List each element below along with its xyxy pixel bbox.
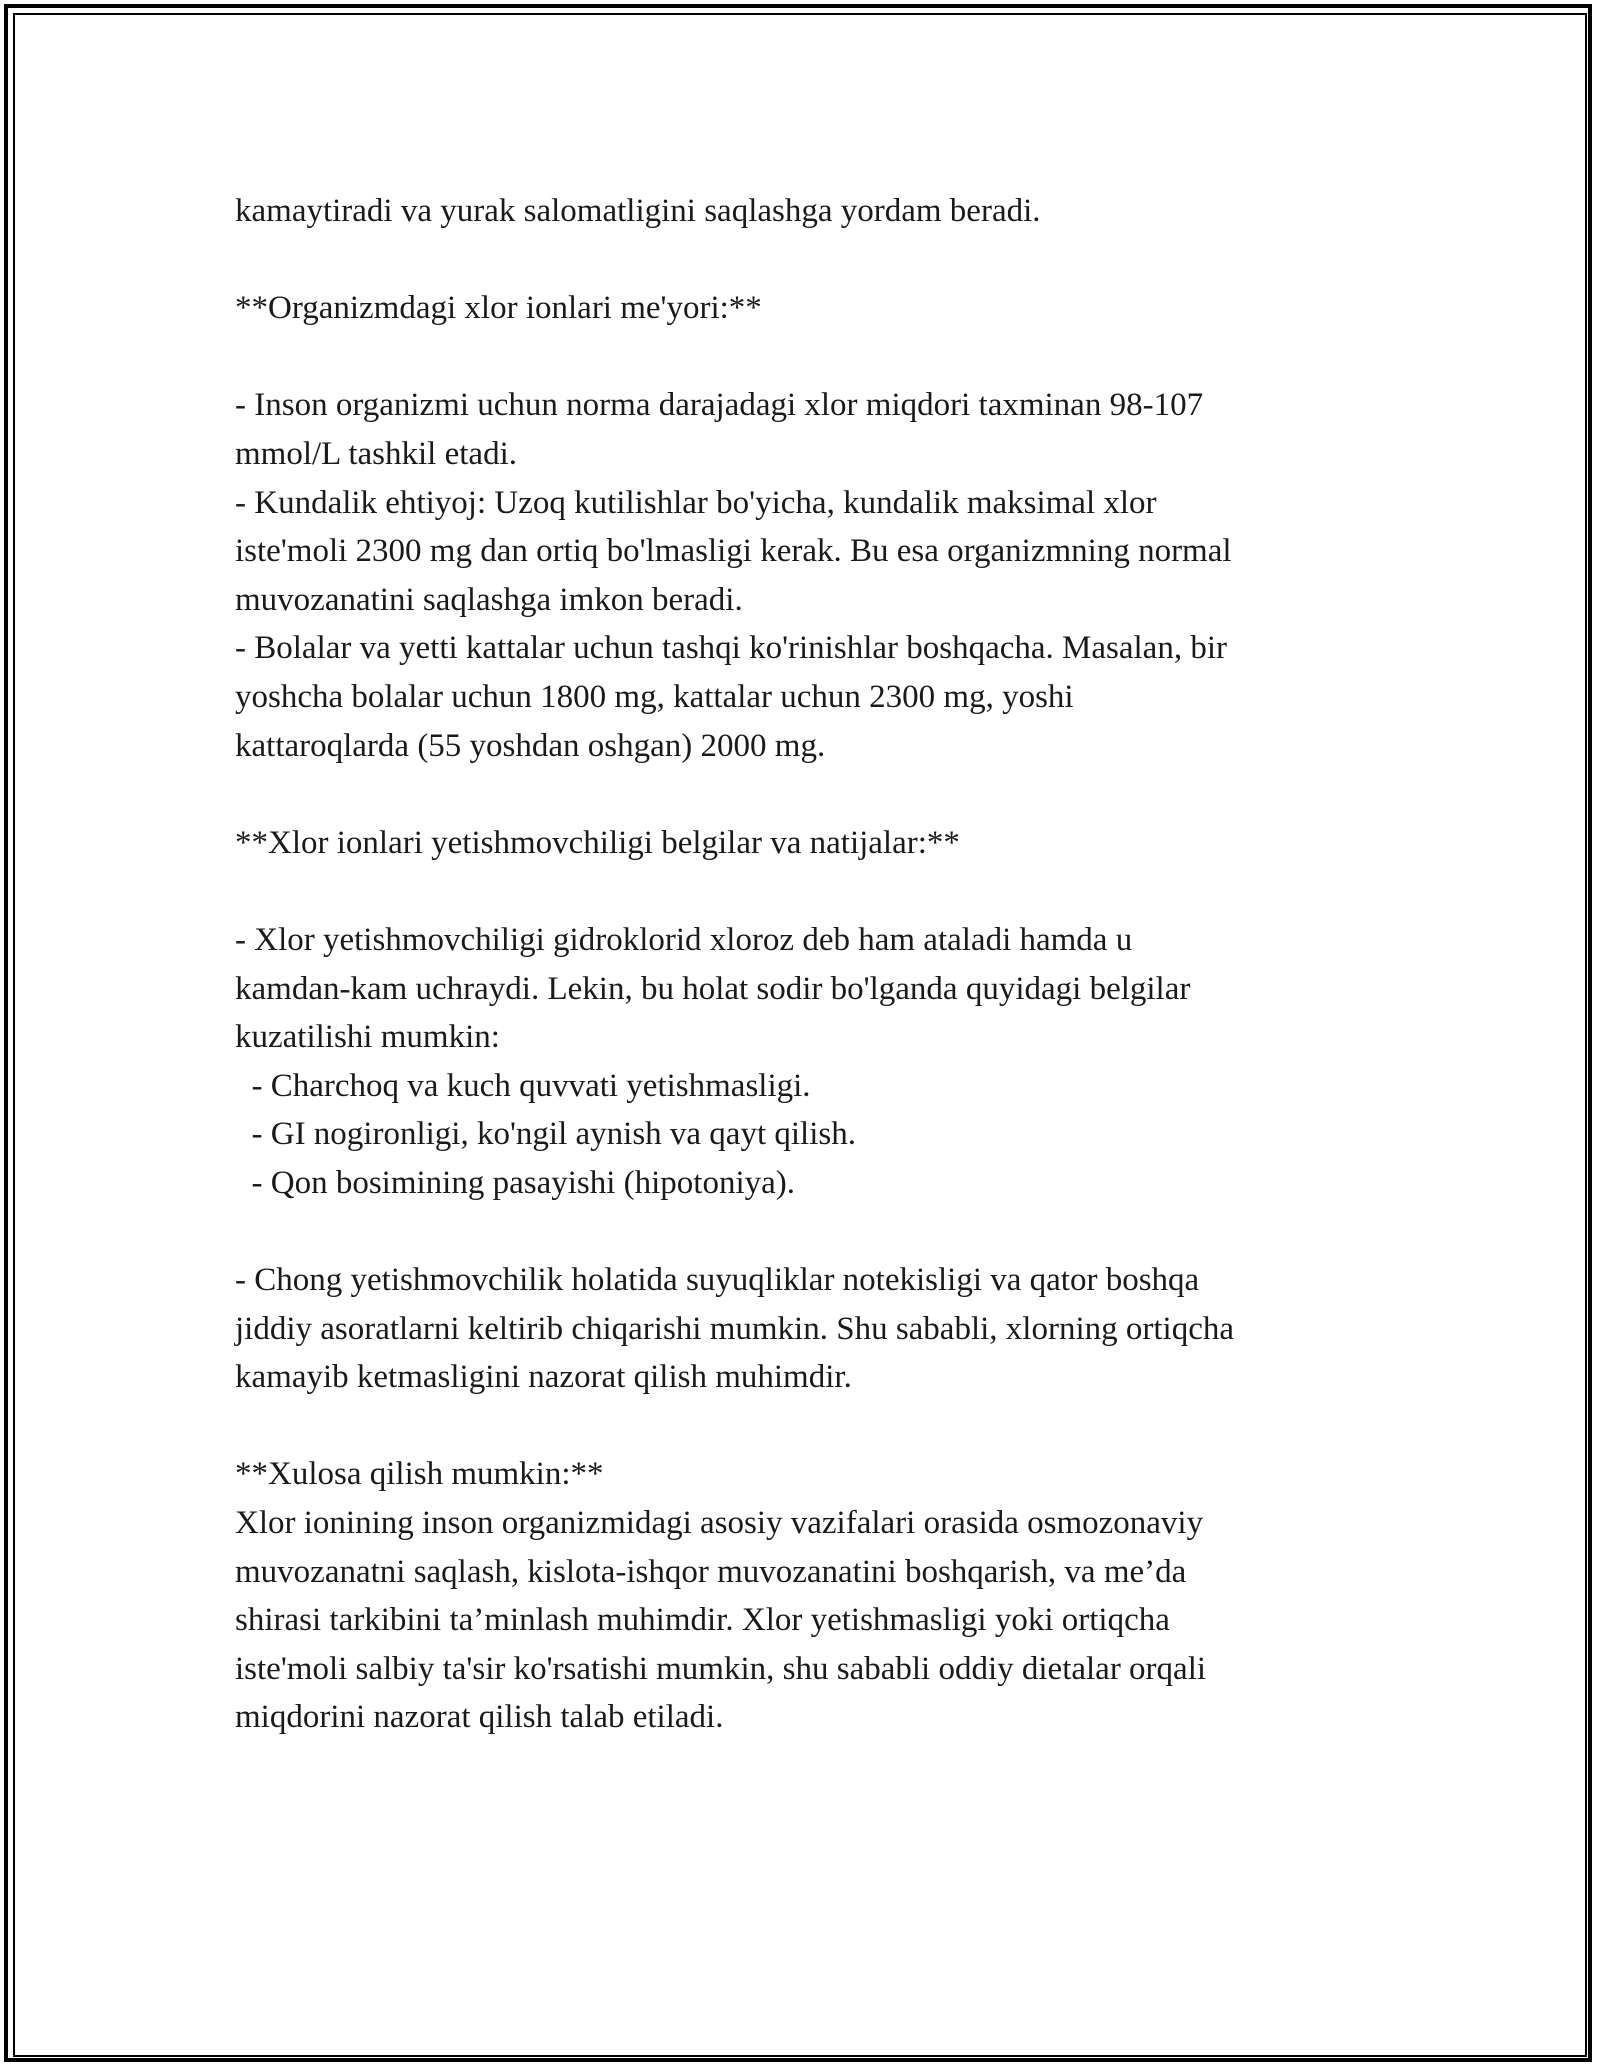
- blank-line: [235, 1402, 1385, 1451]
- section-heading: **Xulosa qilish mumkin:**: [235, 1456, 604, 1493]
- text-line: - Bolalar va yetti kattalar uchun tashqi ko'rinishlar boshqacha. Masalan, bir: [235, 630, 1227, 667]
- text-line: - Inson organizmi uchun norma darajadagi xlor miqdori taxminan 98-107: [235, 387, 1204, 424]
- section-heading: **Xlor ionlari yetishmovchiligi belgilar va natijalar:**: [235, 824, 960, 861]
- text-line: iste'moli 2300 mg dan ortiq bo'lmasligi kerak. Bu esa organizmning normal: [235, 533, 1232, 570]
- list-item: - GI nogironligi, ko'ngil aynish va qayt qilish.: [235, 1116, 856, 1153]
- text-line: mmol/L tashkil etadi.: [235, 435, 517, 472]
- text-line: kuzatilishi mumkin:: [235, 1019, 500, 1056]
- blank-line: [235, 867, 1385, 916]
- blank-line: [235, 770, 1385, 819]
- list-item: - Charchoq va kuch quvvati yetishmasligi.: [235, 1067, 811, 1104]
- text-line: yoshcha bolalar uchun 1800 mg, kattalar uchun 2300 mg, yoshi: [235, 678, 1074, 715]
- text-line: kamayib ketmasligini nazorat qilish muhimdir.: [235, 1359, 852, 1396]
- document-body: [235, 187, 1385, 1742]
- text-line: kamdan-kam uchraydi. Lekin, bu holat sodir bo'lganda quyidagi belgilar: [235, 970, 1191, 1007]
- text-line: miqdorini nazorat qilish talab etiladi.: [235, 1699, 724, 1736]
- text-line: - Kundalik ehtiyoj: Uzoq kutilishlar bo'yicha, kundalik maksimal xlor: [235, 484, 1157, 521]
- text-line: shirasi tarkibini ta’minlash muhimdir. Xlor yetishmasligi yoki ortiqcha: [235, 1602, 1170, 1639]
- text-line: kamaytiradi va yurak salomatligini saqlashga yordam beradi.: [235, 193, 1041, 229]
- list-item: - Qon bosimining pasayishi (hipotoniya).: [235, 1164, 796, 1201]
- blank-line: [235, 333, 1385, 382]
- text-line: kattaroqlarda (55 yoshdan oshgan) 2000 mg.: [235, 727, 826, 764]
- section-heading: **Organizmdagi xlor ionlari me'yori:**: [235, 290, 762, 327]
- text-line: iste'moli salbiy ta'sir ko'rsatishi mumkin, shu sababli oddiy dietalar orqali: [235, 1650, 1207, 1687]
- text-line: muvozanatini saqlashga imkon beradi.: [235, 581, 743, 618]
- text-line: jiddiy asoratlarni keltirib chiqarishi mumkin. Shu sababli, xlorning ortiqcha: [235, 1310, 1234, 1347]
- text-line: - Xlor yetishmovchiligi gidroklorid xloroz deb ham ataladi hamda u: [235, 921, 1133, 958]
- text-line: muvozanatni saqlash, kislota-ishqor muvozanatini boshqarish, va me’da: [235, 1553, 1187, 1590]
- text-line: - Chong yetishmovchilik holatida suyuqliklar notekisligi va qator boshqa: [235, 1262, 1200, 1299]
- text-line: Xlor ionining inson organizmidagi asosiy vazifalari orasida osmozonaviy: [235, 1505, 1204, 1542]
- blank-line: [235, 1207, 1385, 1256]
- blank-line: [235, 236, 1385, 285]
